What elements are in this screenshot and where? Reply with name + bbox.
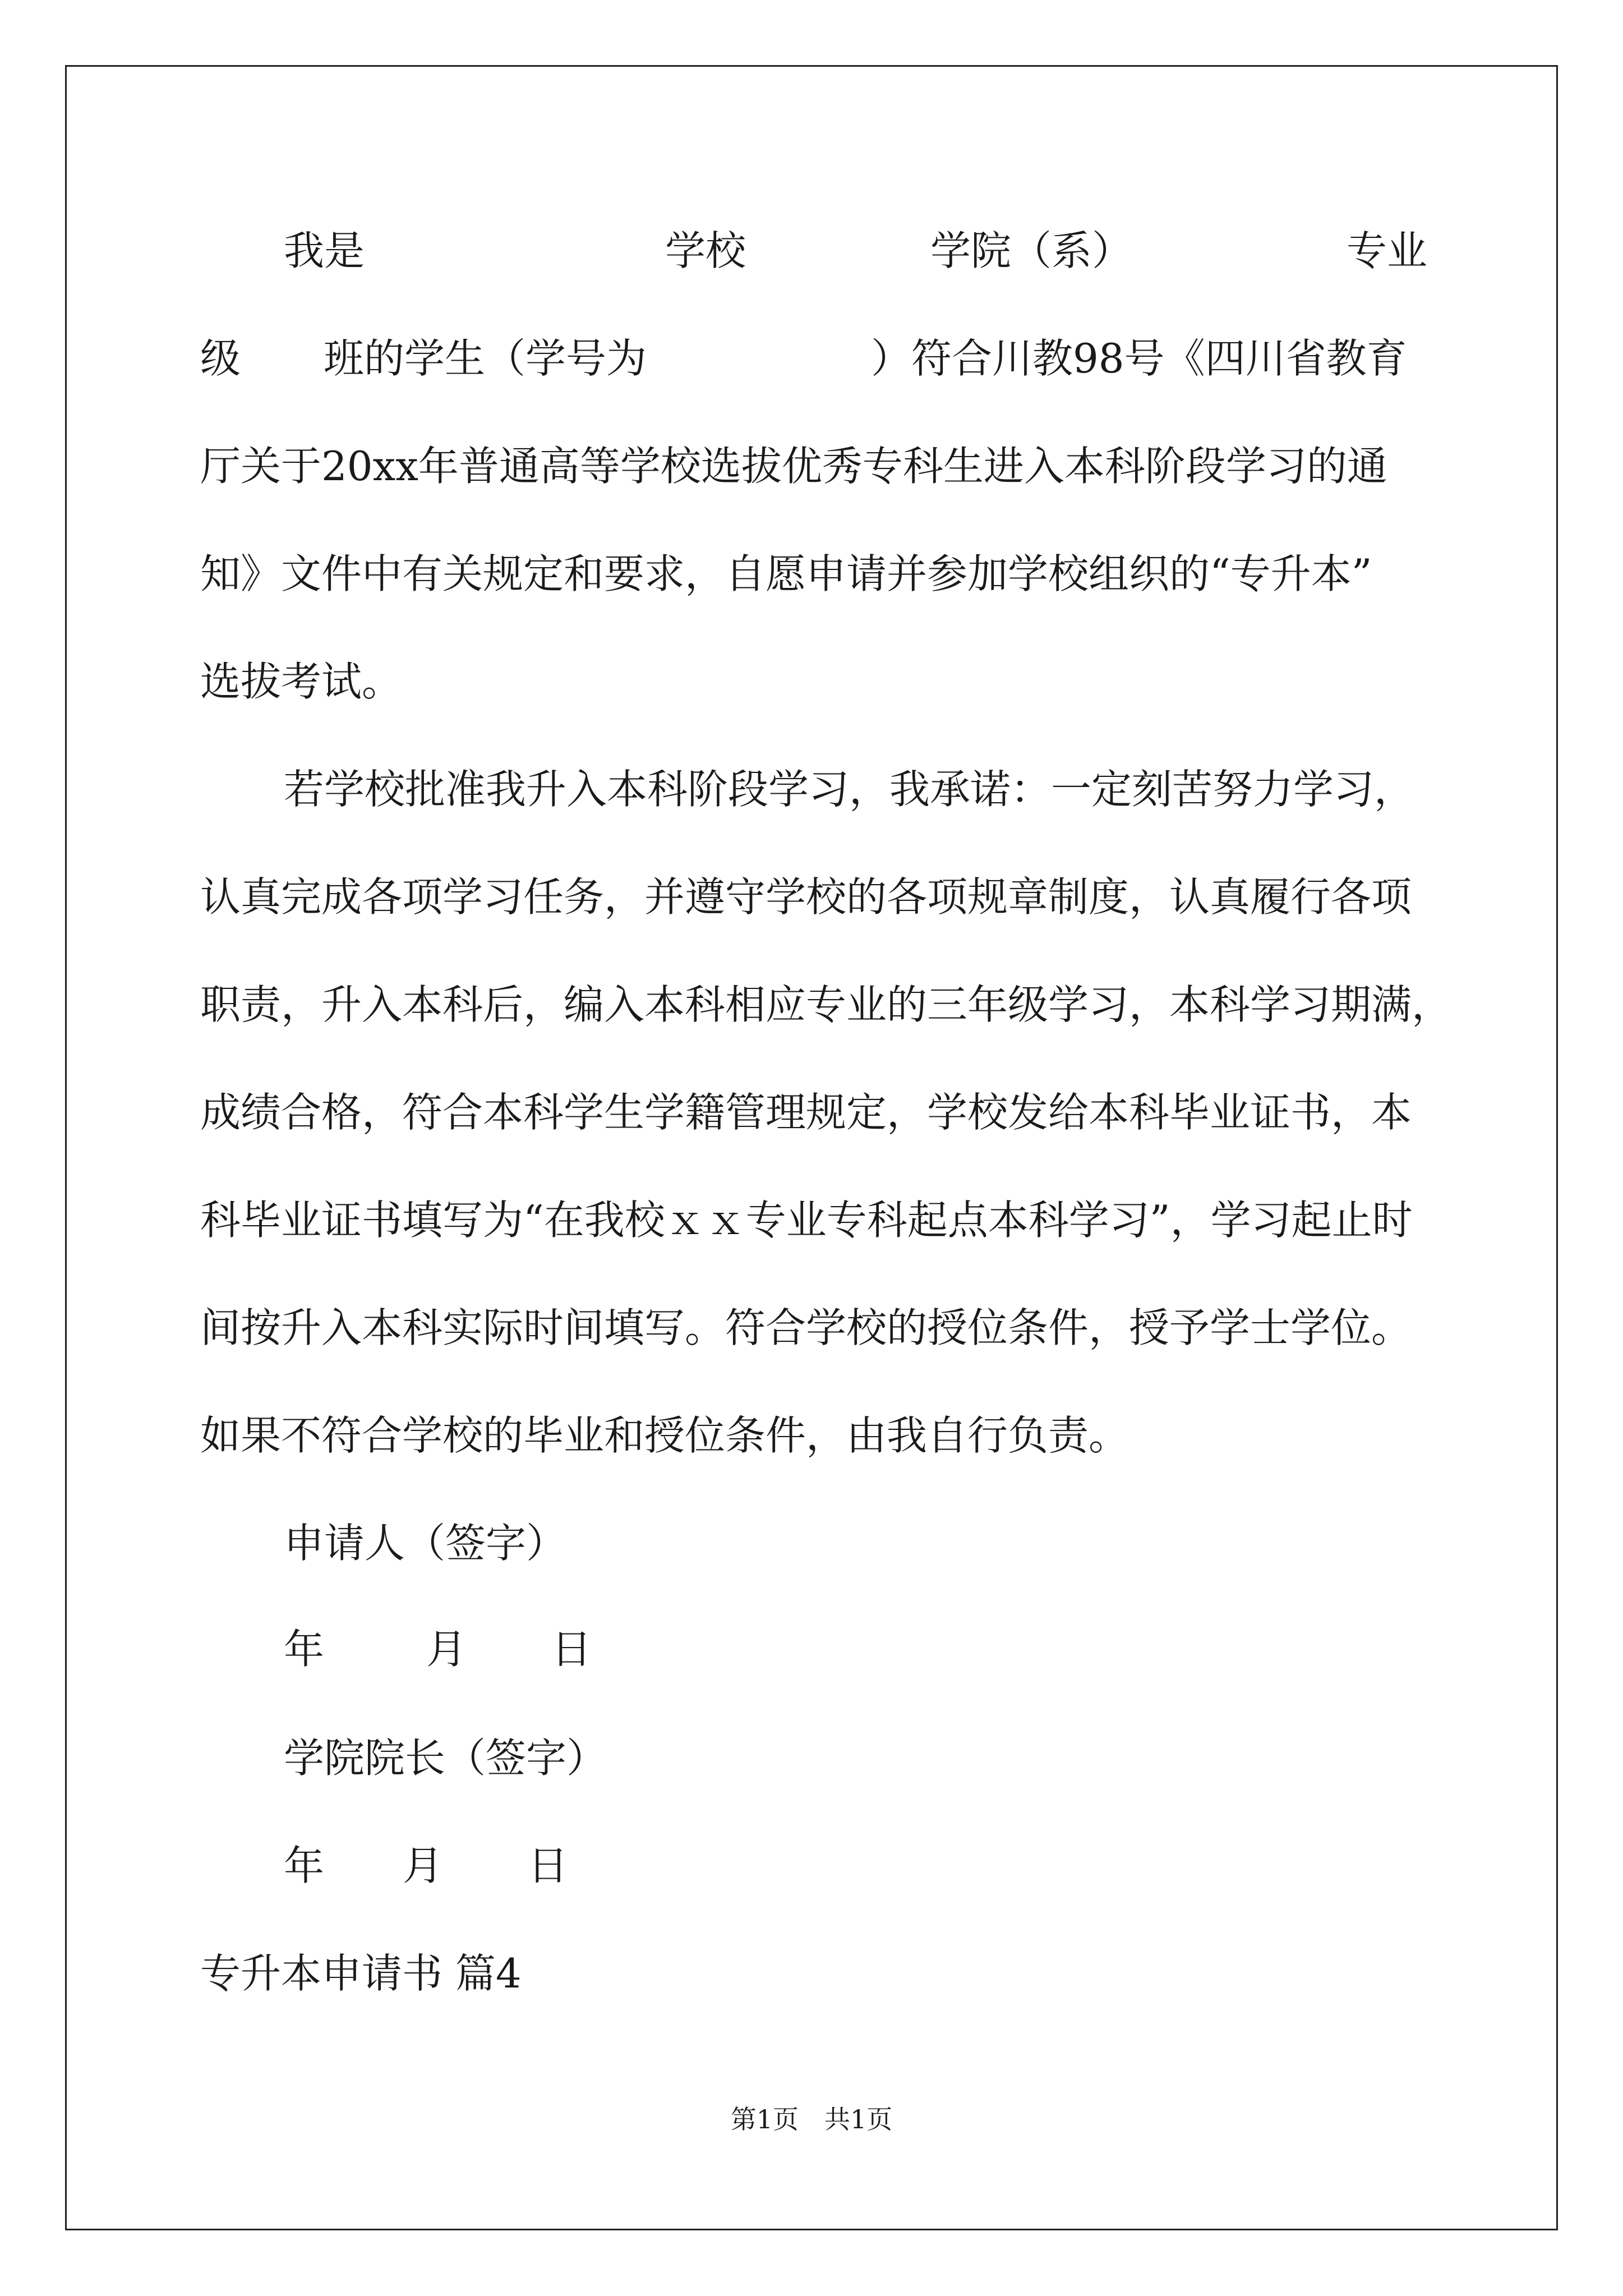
para2-line5: 科毕业证书填写为“在我校ｘｘ专业专科起点本科学习”，学习起止时	[200, 1197, 1413, 1244]
para1-line1-c1: 我是	[284, 227, 365, 274]
para2-line2: 认真完成各项学习任务，并遵守学校的各项规章制度，认真履行各项	[200, 873, 1412, 921]
para2-line4: 成绩合格，符合本科学生学籍管理规定，学校发给本科毕业证书，本	[200, 1089, 1412, 1136]
date1-year: 年	[284, 1626, 325, 1673]
para2-line3: 职责，升入本科后，编入本科相应专业的三年级学习，本科学习期满，	[200, 981, 1453, 1028]
para1-line2-c1: 级	[200, 335, 241, 382]
applicant-signature-label: 申请人（签字）	[284, 1520, 567, 1567]
para1-line5: 选拔考试。	[200, 658, 403, 705]
para1-line2-c3: ）符合川教98号《四川省教育	[871, 335, 1407, 382]
para1-line4: 知》文件中有关规定和要求，自愿申请并参加学校组织的“专升本”	[200, 550, 1372, 597]
date2-month: 月	[403, 1842, 444, 1889]
para1-line1-c2: 学校	[665, 227, 746, 274]
para2-line6: 间按升入本科实际时间填写。符合学校的授位条件，授予学士学位。	[200, 1304, 1412, 1351]
next-section-title: 专升本申请书 篇4	[200, 1950, 522, 1997]
para2-line7: 如果不符合学校的毕业和授位条件，由我自行负责。	[200, 1412, 1129, 1459]
dean-signature-label: 学院院长（签字）	[284, 1734, 607, 1782]
date1-month: 月	[426, 1626, 467, 1673]
date1-day: 日	[551, 1626, 592, 1673]
page-border	[65, 65, 1558, 2230]
page-number: 第1页 共1页	[730, 2104, 893, 2134]
para1-line3: 厅关于20xx年普通高等学校选拔优秀专科生进入本科阶段学习的通	[200, 443, 1387, 490]
para1-line1-c3: 学院（系）	[930, 227, 1133, 274]
para1-line1-c4: 专业	[1347, 227, 1428, 274]
date2-year: 年	[284, 1842, 325, 1889]
para2-line1: 若学校批准我升入本科阶段学习，我承诺：一定刻苦努力学习，	[284, 766, 1415, 813]
para1-line2-c2: 班的学生（学号为	[324, 335, 647, 382]
date2-day: 日	[528, 1842, 569, 1889]
